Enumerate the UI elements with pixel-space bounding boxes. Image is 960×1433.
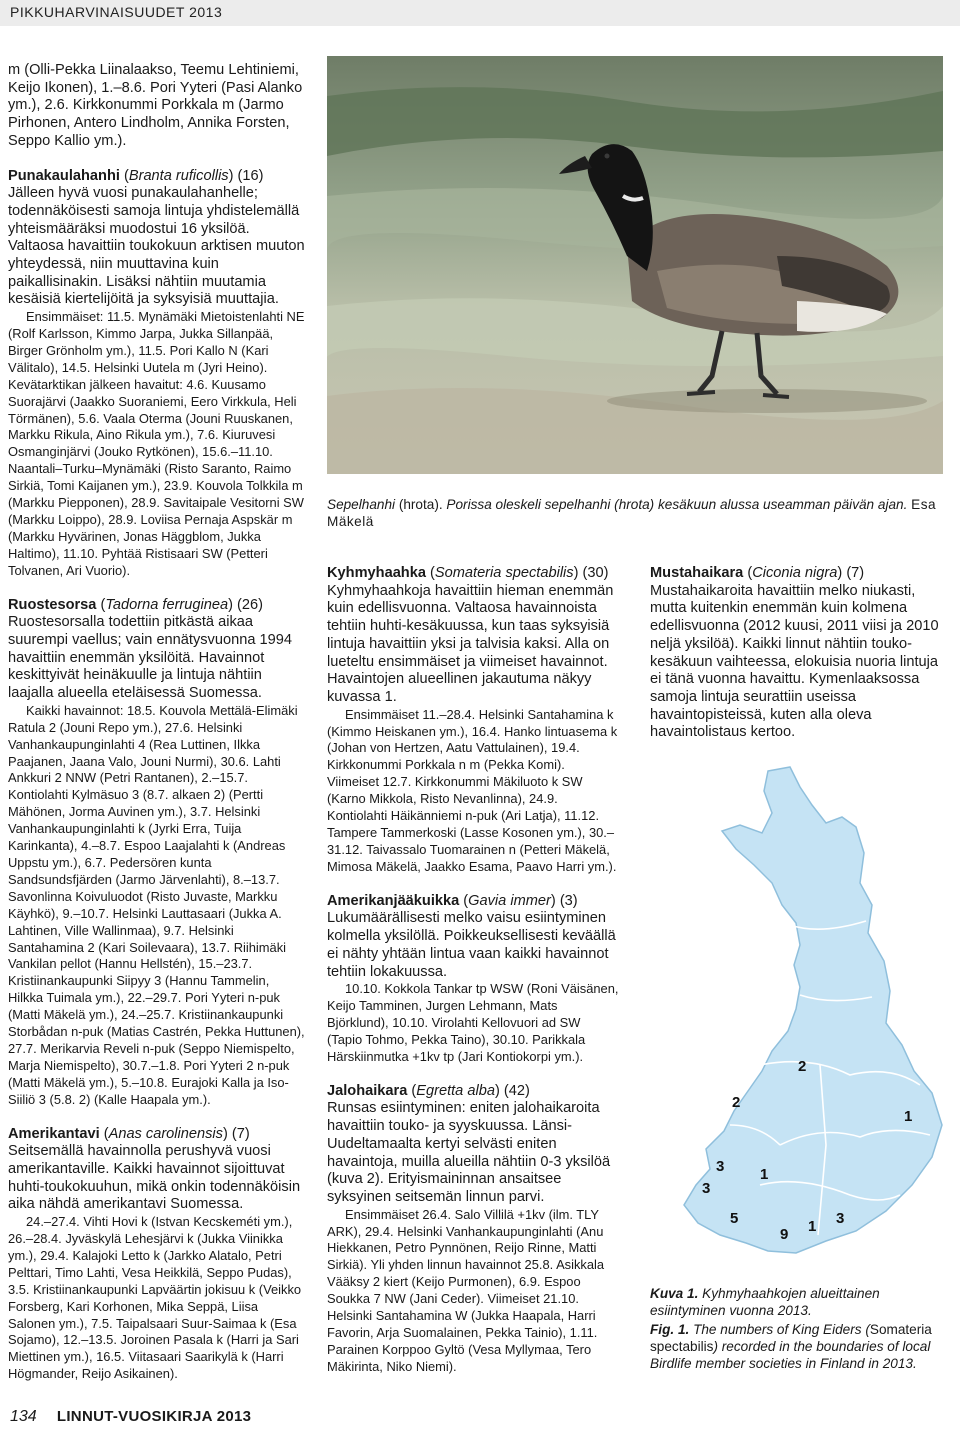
species-count: (26) bbox=[237, 596, 263, 613]
species-count: (30) bbox=[582, 565, 609, 581]
map-label: 1 bbox=[808, 1218, 817, 1235]
species-text: Mustahaikaroita havaittiin melko niukasti, mutta kuitenkin enemmän kuin kolmena edellisvuonna (2012 kuusi, 2011 viisi ja 2010 neljä yksilöä). Kaikki linnut nähtiin touko-kesäkuun vaihteessa, elokuisia nuoria lintuja ei tänä vuonna havaittu. Kymenlaaksossa samoja lintuja seurattiin useissa havaintopisteissä, kuten alla oleva havaintolistaus kertoo. bbox=[650, 582, 939, 741]
scientific-name: Ciconia nigra bbox=[752, 565, 838, 581]
map-caption bbox=[650, 1285, 948, 1374]
figure-label-fi: Kuva 1. bbox=[650, 1286, 699, 1301]
species-count: (7) bbox=[846, 565, 865, 581]
figure-species-en: Somateria spectabilis bbox=[650, 1322, 932, 1354]
map-label: 1 bbox=[760, 1166, 769, 1183]
species-name: Jalohaikara bbox=[327, 1082, 408, 1099]
map-label: 9 bbox=[780, 1226, 789, 1243]
scientific-name: Egretta alba bbox=[416, 1082, 495, 1099]
scientific-name: Branta ruficollis bbox=[128, 167, 229, 184]
figure-text-en-end: ) recorded in the boundaries of local Birdlife member societies in Finland in 2013. bbox=[650, 1339, 931, 1371]
species-name: Mustahaikara bbox=[650, 565, 744, 581]
running-title: PIKKUHARVINAISUUDET 2013 bbox=[10, 4, 223, 20]
scientific-name: Anas carolinensis bbox=[108, 1125, 223, 1142]
scientific-name: Somateria spectabilis bbox=[434, 565, 574, 581]
species-name: Amerikanjääkuikka bbox=[327, 892, 460, 909]
species-text: Runsas esiintyminen: eniten jalohaikaroita havaittiin touko- ja syyskuussa. Länsi-Uudeltamaalta kertyi selvästi eniten havaintoja, muilla alueilla nähtiin 0-3 yksilöä (kuva 2). Erityismaininnan ansaitsee syksyinen seitsemän linnun parvi. bbox=[327, 1100, 611, 1205]
map-label: 1 bbox=[904, 1108, 913, 1125]
finland-map-svg bbox=[650, 765, 950, 1277]
scientific-name: Gavia immer bbox=[468, 892, 551, 909]
map-label: 2 bbox=[732, 1094, 741, 1111]
figure-text-fi: Kyhmyhaahkojen alueittainen esiintyminen vuonna 2013. bbox=[650, 1286, 880, 1318]
species-count: (16) bbox=[237, 167, 264, 184]
map-label: 3 bbox=[716, 1158, 725, 1175]
map-label: 5 bbox=[730, 1210, 739, 1227]
species-entry-punakaulahanhi: Punakaulahanhi (Branta ruficollis) (16) Jälleen hyvä vuosi punakaulahanhelle; todennäköisesti samoja lintuja yhdistelemällä yhteismääräksi muodostui 16 yksilöä. Valtaosa havaittiin toukokuun arktisen muuton yhteydessä, niin muuttavina kuin paikallisinakin. Lisäksi nähtiin muutamia kesäisiä kiertelijöitä ja syksyisiä muuttajia. bbox=[8, 167, 305, 308]
species-text: Kyhmyhaahkoja havaittiin hieman enemmän kuin edellisvuonna. Valtaosa havainnoista tehtiin huhti-kesäkuussa, kun taas syksyisiä lintuja havaittiin yksi ja talvisia kaksi. Alla on lueteltu ensimmäiset ja viimeiset havainnot. Havaintojen alueellinen jakautuma näkyy kuvassa 1. bbox=[327, 582, 614, 705]
intro-text: m (Olli-Pekka Liinalaakso, Teemu Lehtiniemi, Keijo Ikonen), 1.–8.6. Pori Yyteri (Pasi Alanko ym.), 2.6. Kirkkonummi Porkkala m (Jarmo Pirhonen, Antero Lindholm, Annika Forsten, Seppo Kallio ym.). bbox=[8, 62, 303, 149]
finland-map bbox=[650, 765, 950, 1277]
column-right bbox=[650, 565, 943, 742]
species-name: Punakaulahanhi bbox=[8, 167, 120, 184]
caption-text: Porissa oleskeli sepelhanhi (hrota) kesäkuun alussa useamman päivän ajan. bbox=[446, 497, 908, 512]
page-footer bbox=[10, 1408, 251, 1426]
species-count: (7) bbox=[231, 1125, 250, 1142]
species-name: Ruostesorsa bbox=[8, 596, 97, 613]
species-name: Kyhmyhaahka bbox=[327, 565, 426, 581]
observation-list: Ensimmäiset: 11.5. Mynämäki Mietoistenlahti NE (Rolf Karlsson, Kimmo Jarpa, Jukka Sillanpää, Birger Grönholm ym.), 11.5. Pori Kallo N (Kari Välitalo), 14.5. Helsinki Uutela m (Jyri Heino). Kevätarktikan jälkeen havaitut: 4.6. Kuusamo Suorajärvi (Jaakko Suoraniemi, Eero Virkkula, Heli Törmänen), 5.6. Vaala Oterma (Jouni Ruuskanen, Markku Rikula, Aino Rikula ym.), 7.6. Kiuruvesi Osmanginjärvi (Jouko Rytkönen), 15.6.–11.10. Naantali–Turku–Mynämäki (Risto Saranto, Raimo Sirkiä, Tomi Kaijanen ym.), 23.9. Kouvola Tolkkila m (Markku Piepponen), 28.9. Savitaipale Vesitorni SW (Markku Loippo), 28.9. Loviisa Pernaja Aspskär m (Markku Hyvärinen, Jonas Häggblom, Jukka Haltimo), 11.10. Pyhtää Ristisaari SW (Petteri Tolvanen, Ari Vuorio). bbox=[8, 309, 305, 578]
observation-list: Kaikki havainnot: 18.5. Kouvola Mettälä-Elimäki Ratula 2 (Jouni Repo ym.), 27.6. Helsinki Vanhankaupunginlahti 4 (Rea Luttinen, Ilkka Paajanen, Jaana Valo, Jouni Nurmi), 30.6. Lahti Ankkuri 2 NNW (Petri Rantanen), 2.–15.7. Kontiolahti Kylmäsuo 3 (8.7. alkaen 2) (Pertti Mähönen, Jorma Auvinen ym.), 3.7. Helsinki Vanhankaupunginlahti k (Jyrki Erra, Tuija Karinkanta), 4.–8.7. Espoo Laajalahti k (Andreas Uppstu ym.), 6.7. Pedersören kunta Sandsundsfjärden (Jarmo Järvenlahti), 8.–13.7. Savonlinna Koivuluodot (Risto Juvaste, Markku Käyhkö), 9.–10.7. Helsinki Lauttasaari (Jukka A. Lahtinen, Ville Wallinmaa), 9.7. Helsinki Santahamina 2 (Kari Soilevaara), 13.7. Riihimäki Vankilan pellot (Hannu Hellstén), 15.–23.7. Kristiinankaupunki Siipyy 3 (Hannu Tammelin, Hilkka Tuimala ym.), 22.–29.7. Pori Yyteri n-puk (Matti Mäkelä ym.), 24.–25.7. Kristiinankaupunki Storbådan n-puk (Matias Castrén, Pekka Huttunen), 27.7. Merikarvia Reveli n-puk (Seppo Niemispelto, Marja Niemispelto), 30.7.–1.8. Pori Yyteri 2 n-puk (Matti Mäkelä ym.), 5.–10.8. Eurajoki Kalla ja Iso-Siiliö 3 (5.8. 2) (Kalle Haapala ym.). bbox=[8, 702, 305, 1107]
species-text: Seitsemällä havainnolla perushyvä vuosi amerikantaville. Kaikki havainnot sijoittuvat huhti-toukokuuhun, mikä onkin todennäköisin aika nähdä amerikantavi Suomessa. bbox=[8, 1143, 301, 1213]
species-entry-kyhmyhaahka: Kyhmyhaahka (Somateria spectabilis) (30) Kyhmyhaahkoja havaittiin hieman enemmän kuin edellisvuonna. Valtaosa havainnoista tehtiin huhti-kesäkuussa, kun taas syksyisiä lintuja havaittiin yksi ja talvisia kaksi. Alla on lueteltu ensimmäiset ja viimeiset havainnot. Havaintojen alueellinen jakautuma näkyy kuvassa 1. bbox=[327, 565, 614, 705]
running-header bbox=[0, 0, 960, 26]
species-text: Lukumäärällisesti melko vaisu esiintyminen kolmella yksilöllä. Poikkeuksellisesti keväällä ei nähty yhtään lintua vaan kaikki havainnot tehtiin lokakuussa. bbox=[327, 910, 616, 980]
observation-list: 24.–27.4. Vihti Hovi k (Istvan Kecskeméti ym.), 26.–28.4. Jyväskylä Lehesjärvi k (Jukka Viinikka ym.), 29.4. Kalajoki Letto k (Jarkko Alatalo, Petri Pelttari, Timo Lahti, Vesa Heikkilä, Seppo Pudas), 3.5. Kristiinankaupunki Lapväärtin jokisuu k (Veikko Forsberg, Kari Korhonen, Mika Seppä, Liisa Salonen ym.), 7.5. Taipalsaari Suur-Saimaa k (Esa Sojamo), 12.–13.5. Joroinen Pasala k (Harri ja Sari Miettinen ym.), 16.5. Viitasaari Saarikylä k (Harri Högmander, Reijo Asikainen). bbox=[8, 1214, 302, 1382]
map-caption-en bbox=[650, 1321, 948, 1372]
figure-label-en: Fig. 1. bbox=[650, 1322, 690, 1337]
finland-outline bbox=[684, 767, 942, 1253]
species-entry-ruostesorsa: Ruostesorsa (Tadorna ferruginea) (26) Ruostesorsalla todettiin pitkästä aikaa suurempi vaellus; vain ennätysvuonna 1994 havaittiin enemmän yksilöitä. Havainnot keskittyivät heinäkuulle ja lintuja nähtiin laajalla alueella eteläisessä Suomessa. bbox=[8, 596, 292, 702]
map-label: 3 bbox=[702, 1180, 711, 1197]
observation-list: 10.10. Kokkola Tankar tp WSW (Roni Väisänen, Keijo Tamminen, Jurgen Lehmann, Mats Björklund), 10.10. Virolahti Kellovuori ad SW (Tapio Tohmo, Pekka Taino), 30.10. Parikkala Härskiinmutka +1kv tp (Jari Kontiokorpi ym.). bbox=[327, 981, 619, 1064]
caption-species: Sepelhanhi bbox=[327, 497, 396, 512]
species-entry-mustahaikara: Mustahaikara (Ciconia nigra) (7) Mustahaikaroita havaittiin melko niukasti, mutta kuitenkin enemmän kuin kolmena edellisvuonna (2012 kuusi, 2011 viisi ja 2010 neljä yksilöä). Kaikki linnut nähtiin touko-kesäkuun vaihteessa, elokuisia nuoria lintuja ei tänä vuonna havaittu. Kymenlaaksossa samoja lintuja seurattiin useissa havaintopisteissä, kuten alla oleva havaintolistaus kertoo. bbox=[650, 565, 939, 741]
species-text: Ruostesorsalla todettiin pitkästä aikaa suurempi vaellus; vain ennätysvuonna 1994 havaittiin enemmän yksilöitä. Havainnot keskittyivät heinäkuulle ja lintuja nähtiin laajalla alueella eteläisessä Suomessa. bbox=[8, 614, 292, 702]
observation-list: Ensimmäiset 26.4. Salo Villilä +1kv (ilm. TLY ARK), 29.4. Helsinki Vanhankaupunginlahti (Anu Hiekkanen, Petro Pynnönen, Reijo Rinne, Matti Sirkiä). Yli yhden linnun havainnot 25.8. Asikkala Vääksy 2 kiert (Keijo Purmonen), 6.9. Espoo Soukka 7 NW (Jani Ceder). Viimeiset 21.10. Helsinki Santahamina W (Jukka Haapala, Harri Favorin, Arja Suomalainen, Pekka Tainio), 1.11. Parainen Korppoo Gyltö (Vesa Myllymaa, Tero Mäkirinta, Niko Niemi). bbox=[327, 1206, 605, 1374]
species-count: (42) bbox=[503, 1082, 530, 1099]
photo-caption bbox=[327, 496, 947, 530]
species-text: Jälleen hyvä vuosi punakaulahanhelle; todennäköisesti samoja lintuja yhdistelemällä yhteismääräksi muodostui 16 yksilöä. Valtaosa havaittiin toukokuun arktisen muuton yhteydessä, niin muuttavina kuin paikallisinakin. Lisäksi nähtiin muutamia kesäisiä kiertelijöitä ja syksyisiä muuttajia. bbox=[8, 185, 305, 308]
species-entry-amerikanjaakuikka: Amerikanjääkuikka (Gavia immer) (3) Lukumäärällisesti melko vaisu esiintyminen kolmella yksilöllä. Poikkeuksellisesti keväällä ei nähty yhtään lintua vaan kaikki havainnot tehtiin lokakuussa. bbox=[327, 892, 616, 980]
figure-text-en: The numbers of King Eiders ( bbox=[693, 1322, 870, 1337]
species-entry-jalohaikara: Jalohaikara (Egretta alba) (42) Runsas esiintyminen: eniten jalohaikaroita havaittiin touko- ja syyskuussa. Länsi-Uudeltamaalta kertyi selvästi eniten havaintoja, muilla alueilla nähtiin 0-3 yksilöä (kuva 2). Erityismaininnan ansaitsee syksyinen seitsemän linnun parvi. bbox=[327, 1082, 611, 1205]
map-caption-fi bbox=[650, 1285, 948, 1319]
brant-goose-image bbox=[327, 56, 943, 474]
caption-sci: (hrota). bbox=[398, 497, 443, 512]
column-middle bbox=[327, 565, 619, 1376]
photo-credit: Esa Mäkelä bbox=[327, 497, 937, 529]
publication-title: LINNUT-VUOSIKIRJA 2013 bbox=[56, 1408, 252, 1425]
scientific-name: Tadorna ferruginea bbox=[105, 596, 229, 613]
species-name: Amerikantavi bbox=[8, 1125, 100, 1142]
column-left bbox=[8, 62, 306, 1383]
goose-photo bbox=[327, 56, 943, 474]
species-count: (3) bbox=[559, 892, 578, 909]
map-label: 3 bbox=[836, 1210, 845, 1227]
observation-list: Ensimmäiset 11.–28.4. Helsinki Santahamina k (Kimmo Heiskanen ym.), 16.4. Hanko lintuasema k (Johan von Hertzen, Aatu Vattulainen), 19.4. Kirkkonummi Porkkala n m (Pekka Komi). Viimeiset 12.7. Kirkkonummi Mäkiluoto k SW (Karno Mikkola, Risto Nevanlinna), 24.9. Kontiolahti Häikänniemi n-puk (Ari Latja), 11.12. Tampere Tammerkoski (Lasse Kosonen ym.), 30.–31.12. Taivassalo Tuomarainen n (Petteri Mäkelä, Mimosa Mäkelä, Jaakko Esama, Paavo Harri ym.). bbox=[327, 706, 618, 874]
page-number: 134 bbox=[10, 1408, 37, 1425]
map-label: 2 bbox=[798, 1058, 807, 1075]
species-entry-amerikantavi: Amerikantavi (Anas carolinensis) (7) Seitsemällä havainnolla perushyvä vuosi amerikantaville. Kaikki havainnot sijoittuvat huhti-toukokuuhun, mikä onkin todennäköisin aika nähdä amerikantavi Suomessa. bbox=[8, 1125, 301, 1213]
